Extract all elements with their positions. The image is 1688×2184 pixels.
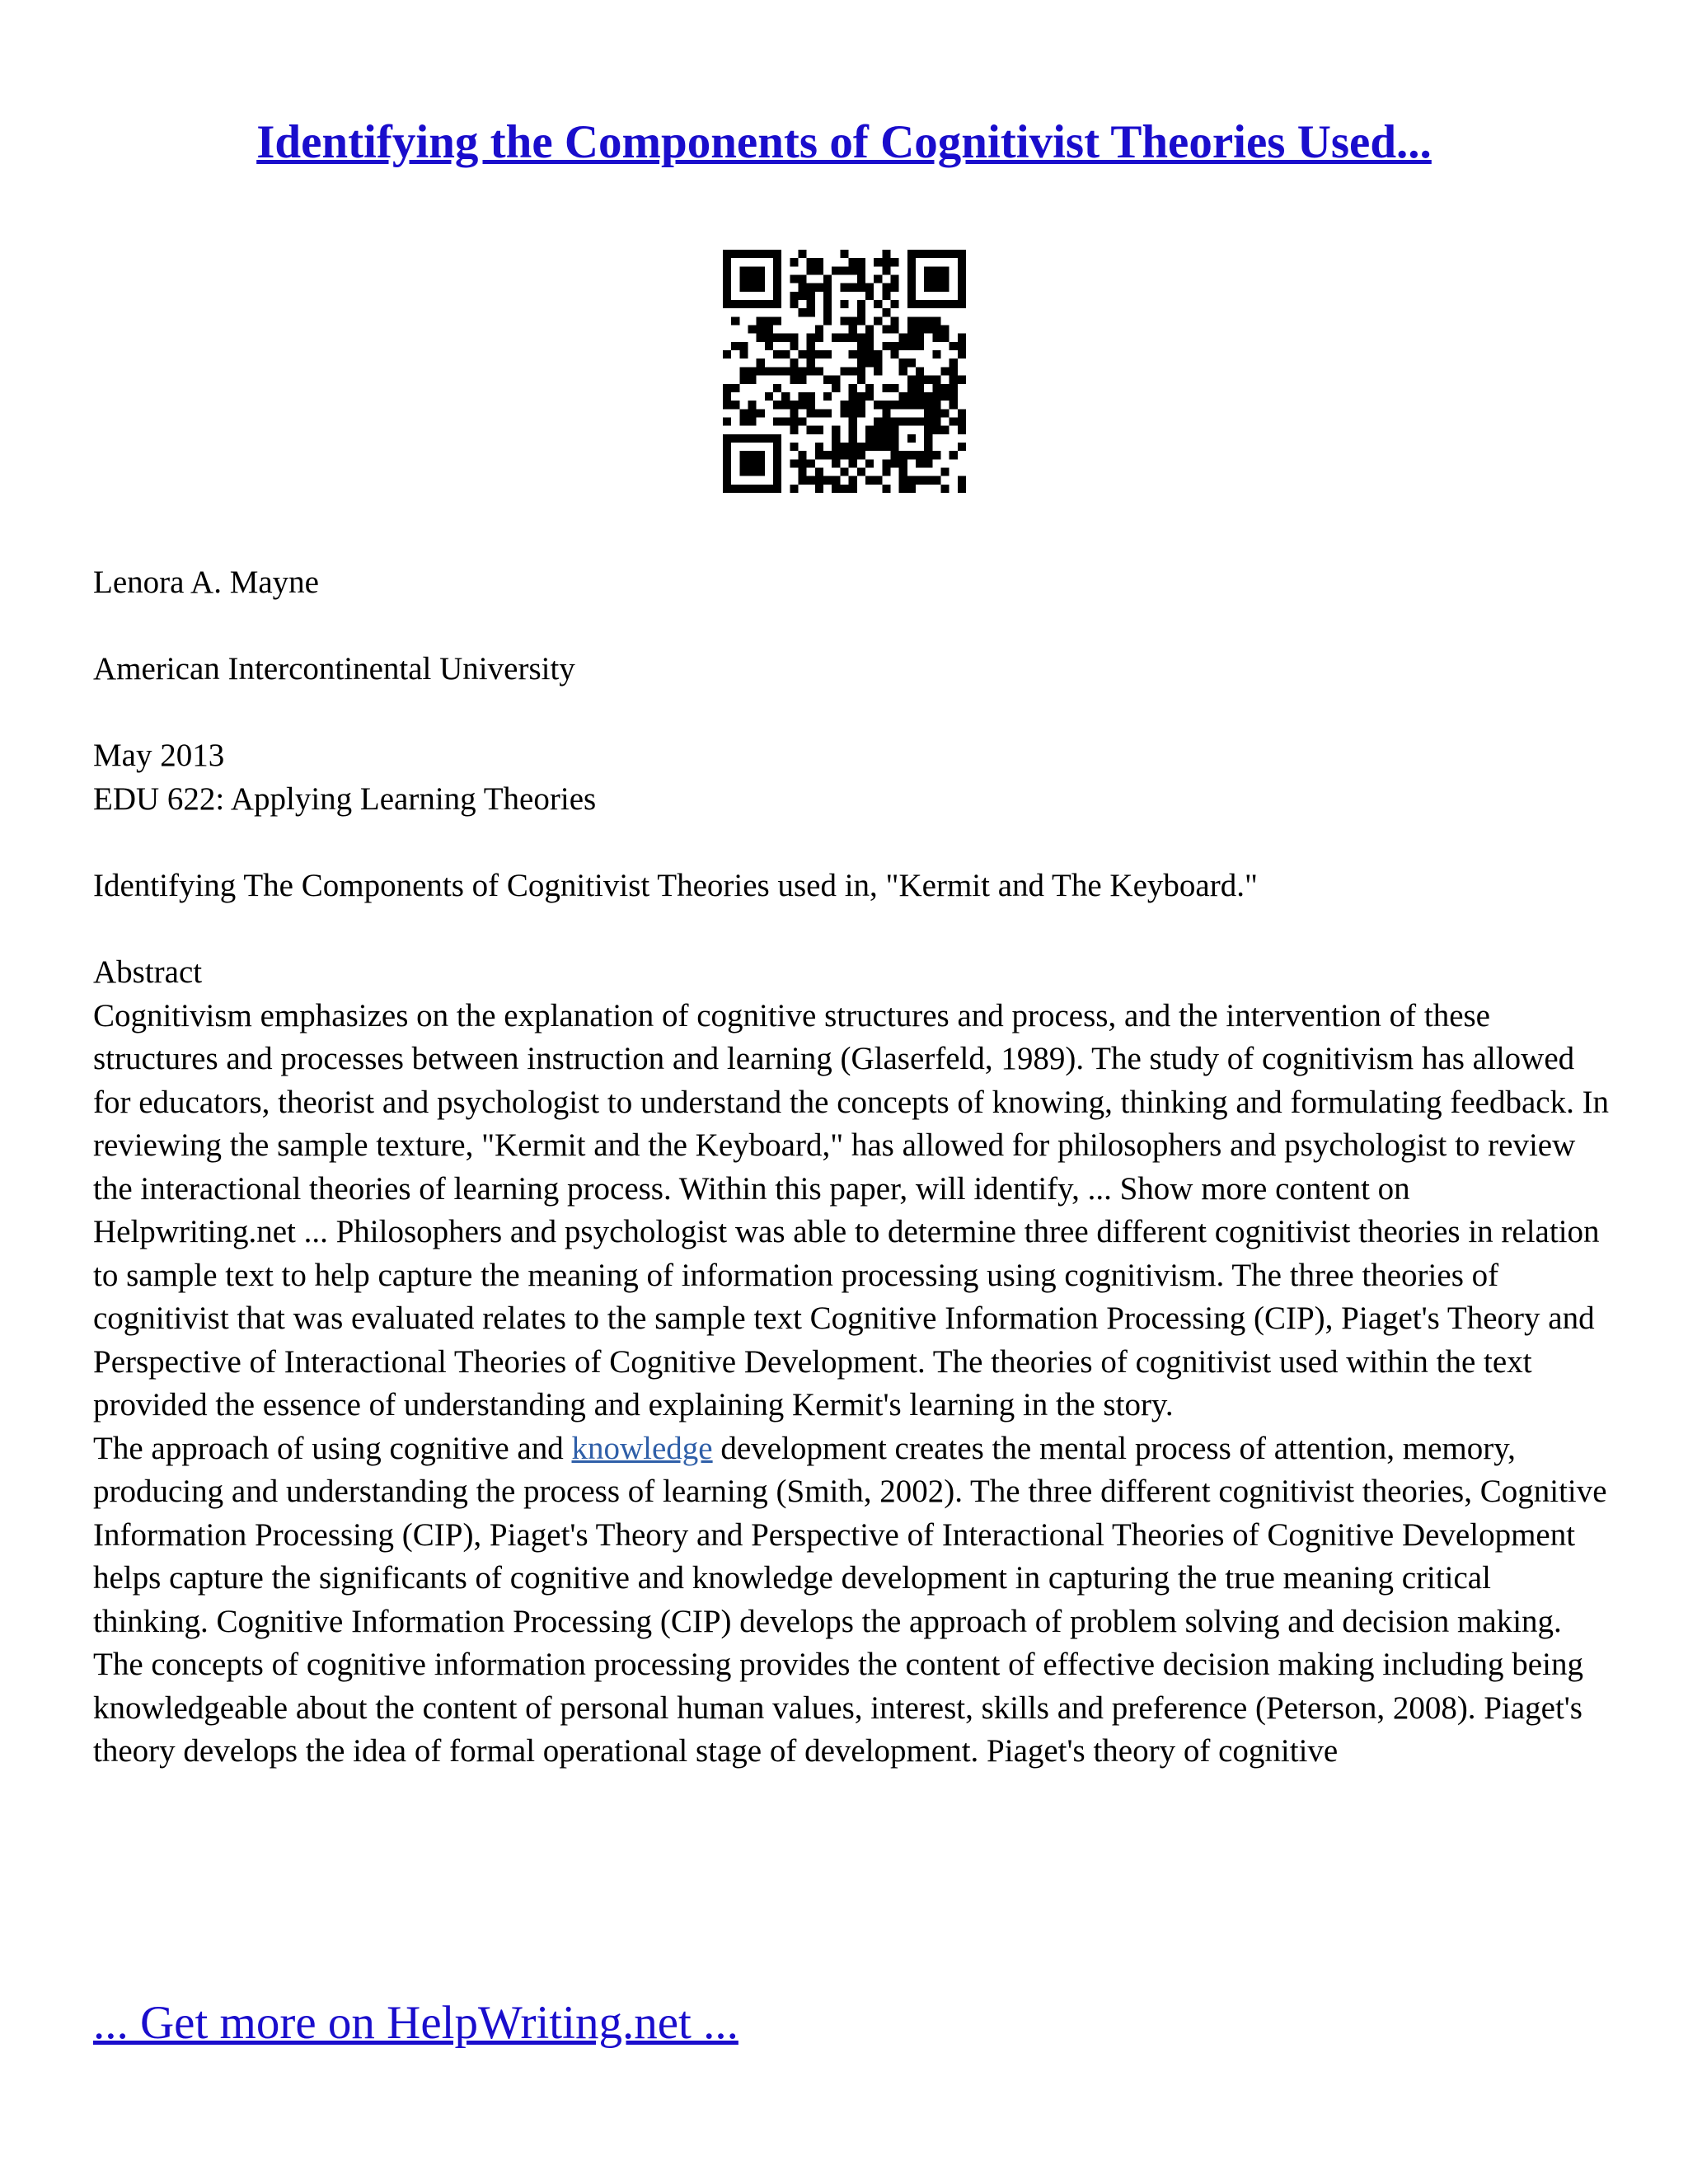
abstract-section	[93, 951, 1610, 1774]
get-more-link-container	[93, 1994, 738, 2052]
body-paragraph-2	[93, 1427, 1610, 1774]
document-title	[0, 114, 1688, 171]
date: May 2013	[93, 738, 225, 773]
paragraph-2-intro: The approach of using cognitive and	[93, 1430, 572, 1466]
title-link[interactable]: Identifying the Components of Cognitivist Theories Used...	[256, 116, 1432, 168]
paper-title: Identifying The Components of Cognitivist Theories used in, "Kermit and The Keyboard."	[93, 868, 1258, 903]
qr-code	[723, 250, 966, 493]
university-name: American Intercontinental University	[93, 651, 575, 687]
knowledge-link[interactable]: knowledge	[571, 1430, 713, 1466]
author-name: Lenora A. Mayne	[93, 565, 319, 600]
abstract-heading: Abstract	[93, 954, 203, 990]
get-more-link[interactable]: ... Get more on HelpWriting.net ...	[93, 1997, 738, 2049]
body-paragraph-1: Cognitivism emphasizes on the explanation of cognitive structures and process, and the intervention of these structures and processes between instruction and learning (Glaserfeld, 1989). The study of cognitivism has allowed for educators, theorist and psychologist to understand the concepts of knowing, thinking and formulating feedback. In reviewing the sample texture, "Kermit and the Keyboard," has allowed for philosophers and psychologist to review the interactional theories of learning process. Within this paper, will identify, ... Show more content on Helpwriting.net ... Philosophers and psychologist was able to determine three different cognitivist theories in relation to sample text to help capture the meaning of information processing using cognitivism. The three theories of cognitivist that was evaluated relates to the sample text Cognitive Information Processing (CIP), Piaget's Theory and Perspective of Interactional Theories of Cognitive Development. The theories of cognitivist used within the text provided the essence of understanding and explaining Kermit's learning in the story.	[93, 997, 1610, 1422]
paragraph-2-rest: development creates the mental process of attention, memory, producing and understanding the process of learning (Smith, 2002). The three different cognitivist theories, Cognitive Information Processing (CIP), Piaget's Theory and Perspective of Interactional Theories of Cognitive Development helps capture the significants of cognitive and knowledge development in capturing the true meaning critical thinking. Cognitive Information Processing (CIP) develops the approach of problem solving and decision making. The concepts of cognitive information processing provides the content of effective decision making including being knowledgeable about the content of personal human values, interest, skills and preference (Peterson, 2008). Piaget's theory develops the idea of formal operational stage of development. Piaget's theory of cognitive	[93, 1430, 1607, 1769]
date-course-block	[93, 734, 1610, 821]
course-name: EDU 622: Applying Learning Theories	[93, 780, 597, 817]
